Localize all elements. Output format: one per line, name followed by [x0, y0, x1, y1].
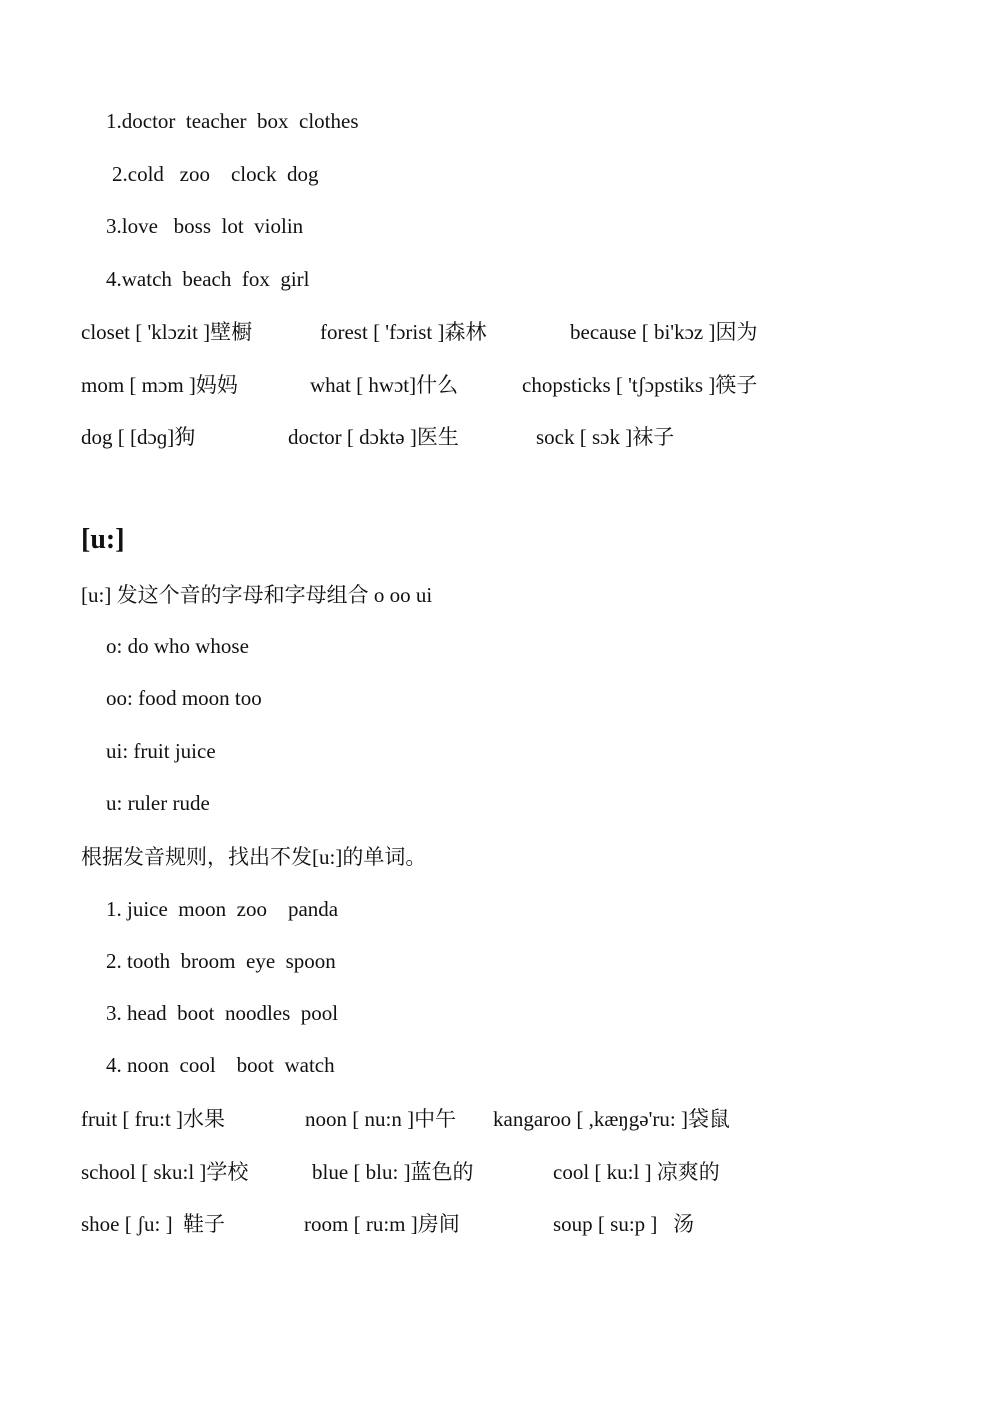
vocab-entry: forest [ 'fɔrist ]森林	[320, 320, 487, 344]
vocab-row	[81, 1209, 981, 1239]
rule-line-u: u: ruler rude	[106, 791, 210, 815]
vocab-entry: blue [ blu: ]蓝色的	[312, 1160, 474, 1184]
exercise-line-3: 3. head boot noodles pool	[106, 1001, 339, 1025]
vocab-entry: sock [ sɔk ]袜子	[536, 425, 675, 449]
vocab-entry: chopsticks [ 'tʃɔpstiks ]筷子	[522, 373, 758, 397]
exercise-line-1: 1. juice moon zoo panda	[106, 897, 339, 921]
exercise-line-4: 4. noon cool boot watch	[106, 1053, 335, 1077]
exercise-line-4: 4.watch beach fox girl	[106, 267, 310, 291]
section-heading: [u:]	[81, 524, 125, 555]
intro-text: [u:] 发这个音的字母和字母组合 o oo ui	[81, 583, 433, 607]
rule-line-o: o: do who whose	[106, 634, 249, 658]
vocab-entry: kangaroo [ ,kæŋgə'ru: ]袋鼠	[493, 1107, 730, 1131]
vocab-entry: closet [ 'klɔzit ]壁橱	[81, 320, 253, 344]
vocab-row	[81, 422, 981, 452]
vocab-row	[81, 317, 981, 347]
vocab-entry: school [ sku:l ]学校	[81, 1160, 249, 1184]
vocab-entry: what [ hwɔt]什么	[310, 373, 459, 397]
vocab-entry: room [ ru:m ]房间	[304, 1212, 460, 1236]
rule-line-ui: ui: fruit juice	[106, 739, 216, 763]
vocab-row	[81, 370, 981, 400]
vocab-row	[81, 1157, 981, 1187]
instruction-text: 根据发音规则，找出不发[u:]的单词。	[81, 845, 427, 869]
vocab-entry: doctor [ dɔktə ]医生	[288, 425, 459, 449]
exercise-line-2: 2. tooth broom eye spoon	[106, 949, 336, 973]
vocab-entry: dog [ [dɔɡ]狗	[81, 425, 196, 449]
vocab-entry: because [ bi'kɔz ]因为	[570, 320, 758, 344]
vocab-entry: fruit [ fru:t ]水果	[81, 1107, 226, 1131]
rule-line-oo: oo: food moon too	[106, 686, 262, 710]
exercise-line-3: 3.love boss lot violin	[106, 214, 304, 238]
exercise-line-1: 1.doctor teacher box clothes	[106, 109, 359, 133]
vocab-entry: mom [ mɔm ]妈妈	[81, 373, 238, 397]
vocab-row	[81, 1104, 981, 1134]
vocab-entry: soup [ su:p ] 汤	[553, 1212, 695, 1236]
vocab-entry: cool [ ku:l ] 凉爽的	[553, 1160, 720, 1184]
vocab-entry: shoe [ ʃu: ] 鞋子	[81, 1212, 226, 1236]
exercise-line-2: 2.cold zoo clock dog	[112, 162, 319, 186]
vocab-entry: noon [ nu:n ]中午	[305, 1107, 457, 1131]
